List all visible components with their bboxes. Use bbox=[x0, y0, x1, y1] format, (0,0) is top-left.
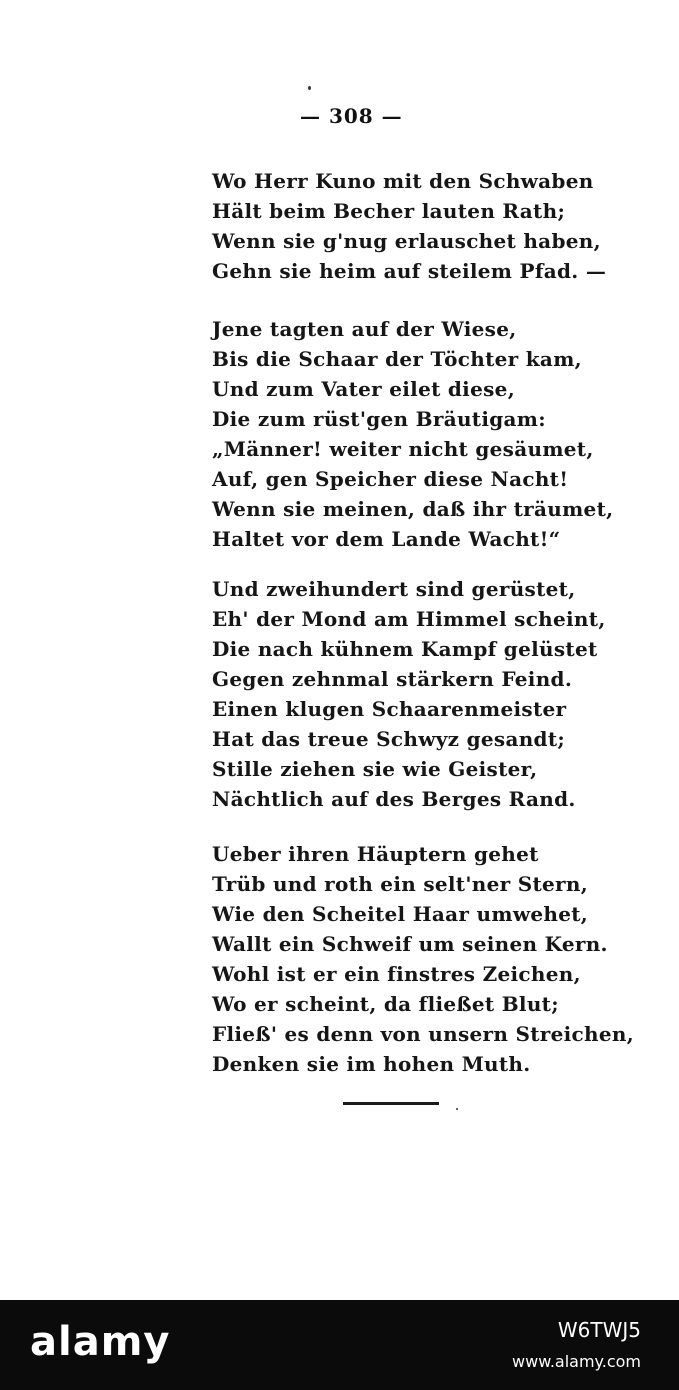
poem-line: Wie den Scheitel Haar umwehet, bbox=[212, 902, 589, 926]
image-id: W6TWJ5 bbox=[557, 1318, 641, 1342]
stanza-1 bbox=[212, 166, 632, 286]
poem-line: Auf, gen Speicher diese Nacht! bbox=[212, 467, 569, 491]
poem-line: Wo Herr Kuno mit den Schwaben bbox=[212, 169, 594, 193]
poem-line: Und zum Vater eilet diese, bbox=[212, 377, 515, 401]
page-number: — 308 — bbox=[300, 104, 403, 128]
poem-line: Wallt ein Schweif um seinen Kern. bbox=[212, 932, 608, 956]
poem-line: Fließ' es denn von unsern Streichen, bbox=[212, 1022, 634, 1046]
poem-line: Und zweihundert sind gerüstet, bbox=[212, 577, 576, 601]
poem-line: „Männer! weiter nicht gesäumet, bbox=[212, 437, 594, 461]
poem-line: Wohl ist er ein finstres Zeichen, bbox=[212, 962, 581, 986]
poem-line: Nächtlich auf des Berges Rand. bbox=[212, 787, 576, 811]
poem-line: Einen klugen Schaarenmeister bbox=[212, 697, 567, 721]
end-rule bbox=[343, 1102, 439, 1105]
site-url: www.alamy.com bbox=[512, 1352, 641, 1371]
ink-speck bbox=[308, 86, 311, 90]
stanza-2 bbox=[212, 314, 632, 554]
poem-line: Hält beim Becher lauten Rath; bbox=[212, 199, 566, 223]
poem-line: Trüb und roth ein selt'ner Stern, bbox=[212, 872, 588, 896]
poem-line: Eh' der Mond am Himmel scheint, bbox=[212, 607, 606, 631]
poem-line: Die zum rüst'gen Bräutigam: bbox=[212, 407, 546, 431]
poem-line: Hat das treue Schwyz gesandt; bbox=[212, 727, 566, 751]
alamy-logo: alamy bbox=[30, 1319, 171, 1365]
poem-line: Die nach kühnem Kampf gelüstet bbox=[212, 637, 598, 661]
poem-line: Stille ziehen sie wie Geister, bbox=[212, 757, 538, 781]
poem-line: Ueber ihren Häuptern gehet bbox=[212, 842, 539, 866]
poem-line: Wenn sie meinen, daß ihr träumet, bbox=[212, 497, 614, 521]
poem-line: Jene tagten auf der Wiese, bbox=[212, 317, 517, 341]
poem-line: Wo er scheint, da fließet Blut; bbox=[212, 992, 559, 1016]
stanza-3 bbox=[212, 574, 632, 814]
poem-line: Haltet vor dem Lande Wacht!“ bbox=[212, 527, 561, 551]
poem-line: Gehn sie heim auf steilem Pfad. — bbox=[212, 259, 607, 283]
ink-speck bbox=[456, 1108, 458, 1110]
poem-line: Bis die Schaar der Töchter kam, bbox=[212, 347, 582, 371]
stanza-4 bbox=[212, 839, 632, 1079]
poem-line: Gegen zehnmal stärkern Feind. bbox=[212, 667, 573, 691]
poem-line: Wenn sie g'nug erlauschet haben, bbox=[212, 229, 601, 253]
poem-line: Denken sie im hohen Muth. bbox=[212, 1052, 531, 1076]
watermark-banner bbox=[0, 1300, 679, 1390]
